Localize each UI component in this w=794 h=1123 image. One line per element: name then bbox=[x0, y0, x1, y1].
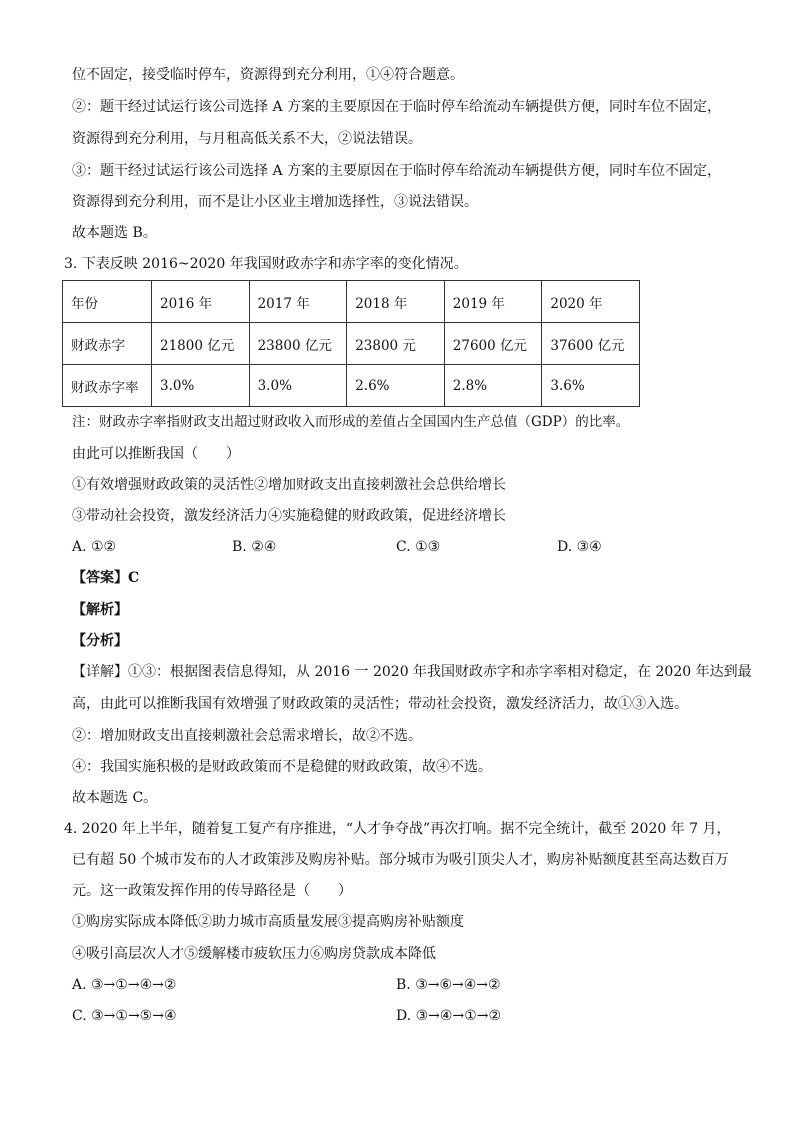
option-c: C. ①③ bbox=[396, 539, 441, 555]
fiscal-deficit-table bbox=[62, 280, 640, 407]
question-4-stem: 已有超 50 个城市发布的人才政策涉及购房补贴。部分城市为吸引顶尖人才，购房补贴额度甚至高达数百万 bbox=[72, 852, 729, 868]
detail-line: 故本题选 C。 bbox=[72, 790, 158, 806]
table-cell: 2016 年 bbox=[152, 281, 250, 323]
table-header-row bbox=[63, 281, 640, 323]
analysis-label: 【解析】 bbox=[72, 602, 128, 618]
table-cell: 3.0% bbox=[249, 365, 347, 407]
choice-line: ①购房实际成本降低②助力城市高质量发展③提高购房补贴额度 bbox=[72, 914, 464, 930]
table-note: 注：财政赤字率指财政支出超过财政收入而形成的差值占全国国内生产总值（GDP）的比率。 bbox=[72, 414, 630, 430]
question-3-stem: 由此可以推断我国（ ） bbox=[72, 446, 240, 462]
table-cell: 21800 亿元 bbox=[152, 323, 250, 365]
table-cell: 23800 元 bbox=[347, 323, 445, 365]
option-b: B. ③→⑥→④→② bbox=[396, 977, 501, 993]
table-cell: 财政赤字率 bbox=[63, 365, 152, 407]
detail-line: 【详解】①③：根据图表信息得知，从 2016 一 2020 年我国财政赤字和赤字率相对稳定，在 2020 年达到最 bbox=[72, 664, 752, 680]
fenxi-label: 【分析】 bbox=[72, 633, 128, 649]
option-b: B. ②④ bbox=[232, 539, 277, 555]
option-d: D. ③→④→①→② bbox=[396, 1008, 502, 1024]
option-d: D. ③④ bbox=[557, 539, 602, 555]
table-cell: 2020 年 bbox=[542, 281, 640, 323]
option-a: A. ③→①→④→② bbox=[72, 977, 177, 993]
table-cell: 2017 年 bbox=[249, 281, 347, 323]
table-cell: 财政赤字 bbox=[63, 323, 152, 365]
table-cell: 2.6% bbox=[347, 365, 445, 407]
choice-line: ③带动社会投资，激发经济活力④实施稳健的财政政策，促进经济增长 bbox=[72, 508, 506, 524]
detail-line: 高，由此可以推断我国有效增强了财政政策的灵活性；带动社会投资，激发经济活力，故①③入选。 bbox=[72, 696, 688, 712]
table-cell: 2019 年 bbox=[444, 281, 542, 323]
option-c: C. ③→①→⑤→④ bbox=[72, 1008, 177, 1024]
choice-line: ④吸引高层次人才⑤缓解楼市疲软压力⑥购房贷款成本降低 bbox=[72, 946, 436, 962]
table-cell: 27600 亿元 bbox=[444, 323, 542, 365]
answer-label: 【答案】C bbox=[72, 570, 140, 586]
table-cell: 2.8% bbox=[444, 365, 542, 407]
choice-line: ①有效增强财政政策的灵活性②增加财政支出直接刺激社会总供给增长 bbox=[72, 477, 506, 493]
question-3-title: 3. 下表反映 2016~2020 年我国财政赤字和赤字率的变化情况。 bbox=[64, 256, 468, 272]
paragraph-line: 资源得到充分利用，与月租高低关系不大，②说法错误。 bbox=[72, 131, 422, 147]
table-cell: 3.0% bbox=[152, 365, 250, 407]
table-cell: 年份 bbox=[63, 281, 152, 323]
detail-line: ②：增加财政支出直接刺激社会总需求增长，故②不选。 bbox=[72, 728, 422, 744]
table-row bbox=[63, 365, 640, 407]
option-a: A. ①② bbox=[72, 539, 117, 555]
table-row bbox=[63, 323, 640, 365]
paragraph-line: 资源得到充分利用，而不是让小区业主增加选择性，③说法错误。 bbox=[72, 194, 478, 210]
table-cell: 23800 亿元 bbox=[249, 323, 347, 365]
paragraph-line: ②：题干经过试运行该公司选择 A 方案的主要原因在于临时停车给流动车辆提供方便，同时车位不固定， bbox=[72, 99, 722, 115]
detail-line: ④：我国实施积极的是财政政策而不是稳健的财政政策，故④不选。 bbox=[72, 759, 492, 775]
table-cell: 3.6% bbox=[542, 365, 640, 407]
paragraph-line: 故本题选 B。 bbox=[72, 225, 157, 241]
question-4-stem: 元。这一政策发挥作用的传导路径是（ ） bbox=[72, 883, 352, 899]
question-4-stem: 4. 2020 年上半年，随着复工复产有序推进，“人才争夺战”再次打响。据不完全统计，截至 2020 年 7 月， bbox=[64, 821, 731, 837]
paragraph-line: 位不固定，接受临时停车，资源得到充分利用，①④符合题意。 bbox=[72, 67, 464, 83]
paragraph-line: ③：题干经过试运行该公司选择 A 方案的主要原因在于临时停车给流动车辆提供方便，同时车位不固定， bbox=[72, 163, 722, 179]
table-cell: 37600 亿元 bbox=[542, 323, 640, 365]
table-cell: 2018 年 bbox=[347, 281, 445, 323]
